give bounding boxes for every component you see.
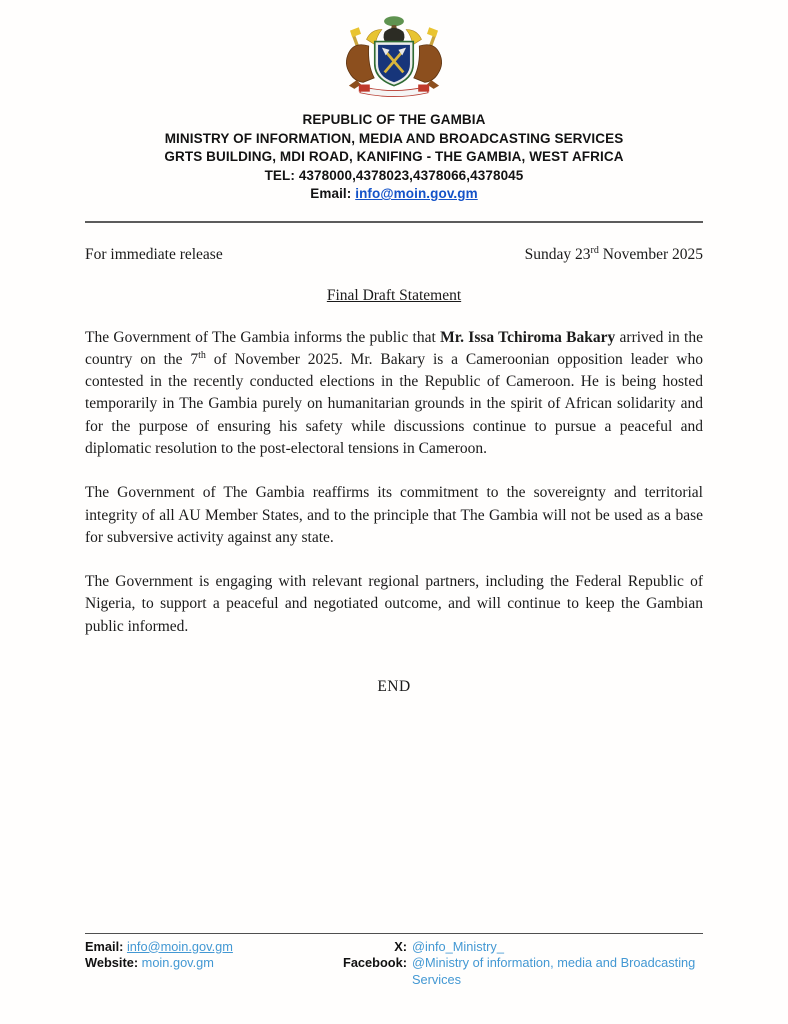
- letterhead-phone: TEL: 4378000,4378023,4378066,4378045: [264, 167, 524, 183]
- release-date: [525, 246, 703, 264]
- letterhead-ministry: MINISTRY OF INFORMATION, MEDIA AND BROADCASTING SERVICES: [164, 130, 624, 146]
- footer-right-column: [335, 939, 703, 989]
- email-label: Email:: [310, 186, 356, 201]
- date-text-suffix: November 2025: [598, 245, 703, 263]
- header-divider: [85, 221, 703, 223]
- footer-divider: [85, 933, 703, 934]
- footer: [85, 933, 703, 989]
- footer-facebook-label: Facebook:: [343, 955, 407, 970]
- footer-email-link[interactable]: info@moin.gov.gm: [126, 938, 233, 954]
- letterhead-address: GRTS BUILDING, MDI ROAD, KANIFING - THE GAMBIA, WEST AFRICA: [164, 149, 624, 164]
- email-link[interactable]: info@moin.gov.gm: [355, 186, 478, 201]
- p1-lead: The Government of The Gambia informs the public that: [85, 328, 441, 346]
- footer-website-row: [85, 955, 335, 972]
- p1-rest: of November 2025. Mr. Bakary is a Cameroonian opposition leader who contested in the recently conducted elections in the Republic of Cameroon. He is being hosted temporarily in The Gambia purely on humanitarian grounds in the spirit of African solidarity and for the purpose of ensuring his safety while discussions continue to pursue a peaceful and diplomatic resolution to the post-electoral tensions in Cameroon.: [85, 350, 703, 457]
- footer-email-label: Email:: [85, 938, 124, 954]
- letterhead: [85, 12, 703, 204]
- document-body: [85, 246, 703, 697]
- footer-website-label: Website:: [85, 955, 139, 970]
- meta-row: [85, 246, 703, 264]
- footer-facebook-row: [335, 955, 703, 988]
- letterhead-country: REPUBLIC OF THE GAMBIA: [302, 112, 486, 127]
- footer-website-value: moin.gov.gm: [141, 955, 214, 970]
- p1-mid: arrived in the country on the 7: [85, 328, 703, 368]
- p1-date-ordinal: th: [198, 349, 206, 361]
- footer-contacts: [85, 939, 703, 989]
- paragraph-3: The Government is engaging with relevant regional partners, including the Federal Republic of Nigeria, to support a peaceful and negotiated outcome, and will continue to keep the Gambian public informed.: [85, 573, 703, 635]
- end-marker: END: [377, 678, 411, 696]
- p1-person-name: Mr. Issa Tchiroma Bakary: [440, 328, 616, 346]
- date-ordinal: rd: [590, 244, 599, 256]
- footer-x-label: X:: [394, 938, 407, 954]
- footer-left-column: [85, 939, 335, 989]
- footer-email-row: [85, 939, 335, 956]
- gambia-coat-of-arms-icon: [328, 14, 460, 105]
- footer-x-row: [335, 939, 703, 956]
- date-text: Sunday 23: [524, 245, 591, 263]
- footer-x-handle: @info_Ministry_: [412, 938, 504, 954]
- paragraph-2: The Government of The Gambia reaffirms its commitment to the sovereignty and territorial integrity of all AU Member States, and to the principle that The Gambia will not be used as a base for subversive activity against any state.: [85, 484, 703, 546]
- release-note: For immediate release: [85, 245, 223, 263]
- letterhead-email-line: [85, 185, 703, 204]
- paragraph-1: [85, 327, 703, 461]
- document-title: Final Draft Statement: [326, 286, 462, 304]
- footer-facebook-handle: @Ministry of information, media and Broadcasting Services: [412, 955, 696, 987]
